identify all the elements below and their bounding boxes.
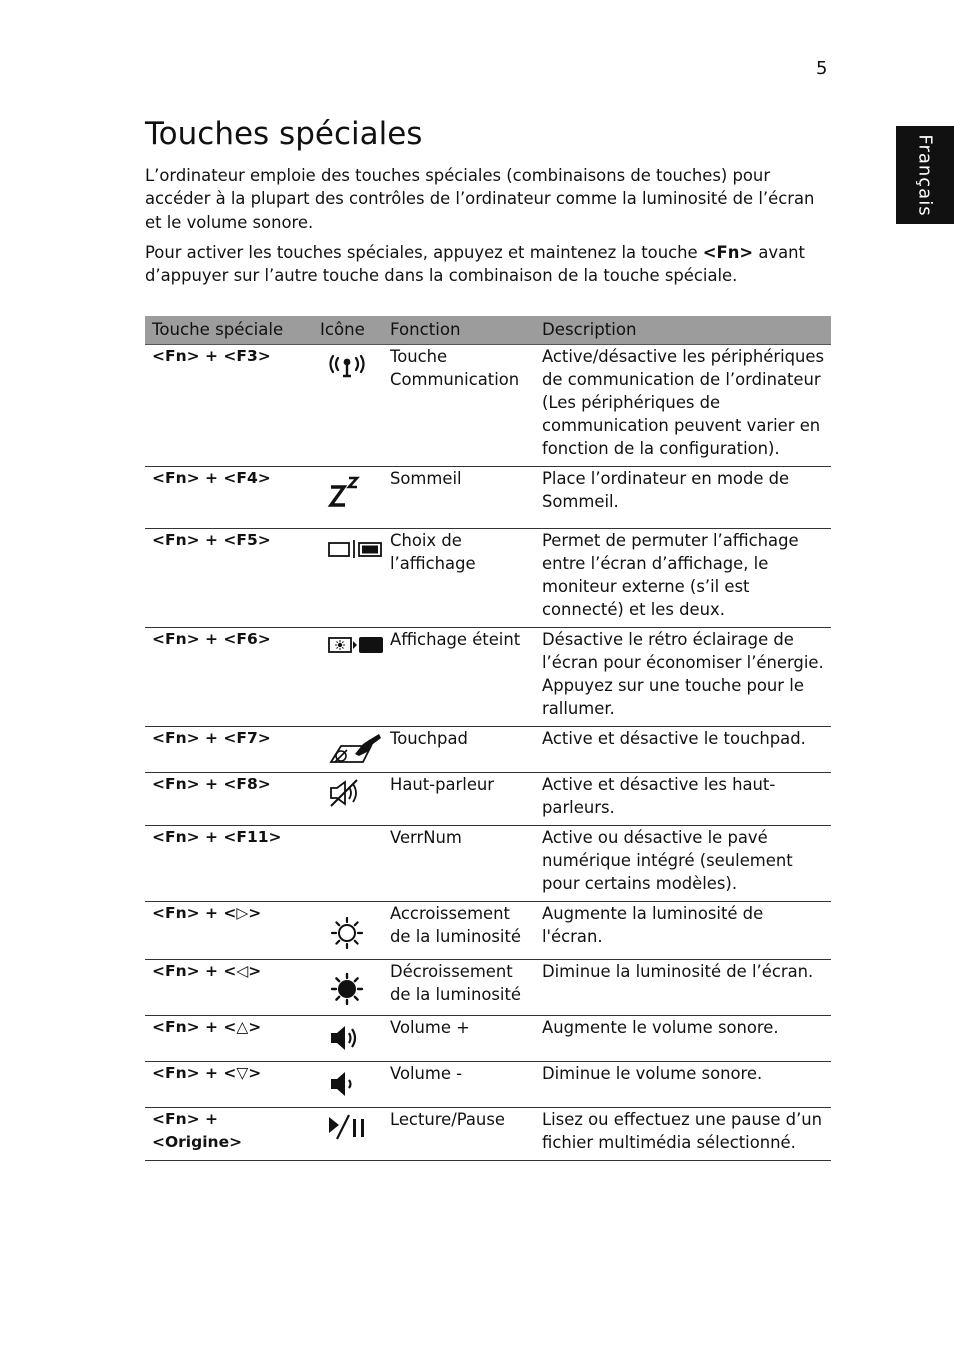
hotkey-combination: <Fn> + <▽>	[145, 1062, 313, 1108]
hotkey-function: Choix de l’affichage	[383, 529, 535, 628]
hotkey-combination: <Fn> + <F7>	[145, 727, 313, 773]
brightness-up-icon	[327, 913, 367, 953]
instruction-text-after: avant d’appuyer sur l’autre touche dans la combinaison de la touche spéciale.	[145, 243, 805, 286]
table-row	[145, 345, 831, 467]
table-row	[145, 960, 831, 1016]
hotkey-combination: <Fn> + <△>	[145, 1016, 313, 1062]
table-row	[145, 826, 831, 902]
hotkey-combination: <Fn> + <F6>	[145, 628, 313, 727]
language-tab-label: Français	[914, 133, 936, 217]
header-description: Description	[535, 316, 831, 345]
hotkey-function: Touchpad	[383, 727, 535, 773]
page-number: 5	[816, 58, 828, 79]
hotkey-combination: <Fn> + <▷>	[145, 902, 313, 960]
table-row	[145, 529, 831, 628]
hotkey-description: Active ou désactive le pavé numérique intégré (seulement pour certains modèles).	[535, 826, 831, 902]
table-row	[145, 1016, 831, 1062]
hotkey-table	[145, 316, 831, 1161]
sleep-icon	[327, 472, 367, 508]
hotkey-description: Diminue la luminosité de l’écran.	[535, 960, 831, 1016]
volume-up-icon	[327, 1021, 367, 1055]
table-row	[145, 467, 831, 529]
table-row	[145, 727, 831, 773]
hotkey-combination: <Fn> + <F5>	[145, 529, 313, 628]
header-function: Fonction	[383, 316, 535, 345]
hotkey-combination: <Fn> + <F8>	[145, 773, 313, 826]
hotkey-description: Place l’ordinateur en mode de Sommeil.	[535, 467, 831, 529]
play-pause-icon	[327, 1113, 371, 1143]
instruction-paragraph	[145, 241, 825, 288]
fn-key-label: <Fn>	[702, 243, 754, 262]
hotkey-function: Volume -	[383, 1062, 535, 1108]
intro-paragraph: L’ordinateur emploie des touches spéciales (combinaisons de touches) pour accéder à la plupart des contrôles de l’ordinateur comme la luminosité de l’écran et le volume sonore.	[145, 166, 815, 232]
table-row	[145, 902, 831, 960]
hotkey-function: Décroissement de la luminosité	[383, 960, 535, 1016]
display-toggle-icon	[327, 534, 385, 562]
hotkey-function: Touche Communication	[383, 345, 535, 467]
table-row	[145, 1062, 831, 1108]
brightness-down-icon	[327, 969, 367, 1009]
hotkey-description: Diminue le volume sonore.	[535, 1062, 831, 1108]
table-row	[145, 628, 831, 727]
table-row	[145, 1108, 831, 1161]
hotkey-combination: <Fn> + <Origine>	[145, 1108, 313, 1161]
hotkey-description: Désactive le rétro éclairage de l’écran pour économiser l’énergie. Appuyez sur une touche pour le rallumer.	[535, 628, 831, 727]
hotkey-combination: <Fn> + <F11>	[145, 826, 313, 902]
speaker-mute-icon	[327, 778, 367, 808]
volume-down-icon	[327, 1067, 367, 1101]
hotkey-description: Augmente le volume sonore.	[535, 1016, 831, 1062]
instruction-text-before: Pour activer les touches spéciales, appuyez et maintenez la touche	[145, 243, 703, 262]
hotkey-description: Active et désactive le touchpad.	[535, 727, 831, 773]
language-tab	[896, 126, 954, 224]
hotkey-function: Haut-parleur	[383, 773, 535, 826]
hotkey-description: Active/désactive les périphériques de communication de l’ordinateur (Les périphériques de communication peuvent varier en fonction de la configuration).	[535, 345, 831, 467]
hotkey-combination: <Fn> + <F4>	[145, 467, 313, 529]
hotkey-description: Active et désactive les haut-parleurs.	[535, 773, 831, 826]
page-title: Touches spéciales	[145, 116, 423, 152]
header-key: Touche spéciale	[145, 316, 313, 345]
table-row	[145, 773, 831, 826]
table-header-row	[145, 316, 831, 345]
display-off-icon	[327, 633, 385, 657]
header-icon: Icône	[313, 316, 383, 345]
hotkey-description: Lisez ou effectuez une pause d’un fichier multimédia sélectionné.	[535, 1108, 831, 1161]
hotkey-description: Permet de permuter l’affichage entre l’écran d’affichage, le moniteur externe (s’il est connecté) et les deux.	[535, 529, 831, 628]
hotkey-description: Augmente la luminosité de l'écran.	[535, 902, 831, 960]
touchpad-toggle-icon	[327, 732, 385, 766]
hotkey-combination: <Fn> + <F3>	[145, 345, 313, 467]
hotkey-function: VerrNum	[383, 826, 535, 902]
wireless-communication-icon	[327, 350, 367, 384]
hotkey-function: Accroissement de la luminosité	[383, 902, 535, 960]
hotkey-function: Volume +	[383, 1016, 535, 1062]
hotkey-function: Sommeil	[383, 467, 535, 529]
hotkey-function: Lecture/Pause	[383, 1108, 535, 1161]
hotkey-function: Affichage éteint	[383, 628, 535, 727]
hotkey-combination: <Fn> + <◁>	[145, 960, 313, 1016]
